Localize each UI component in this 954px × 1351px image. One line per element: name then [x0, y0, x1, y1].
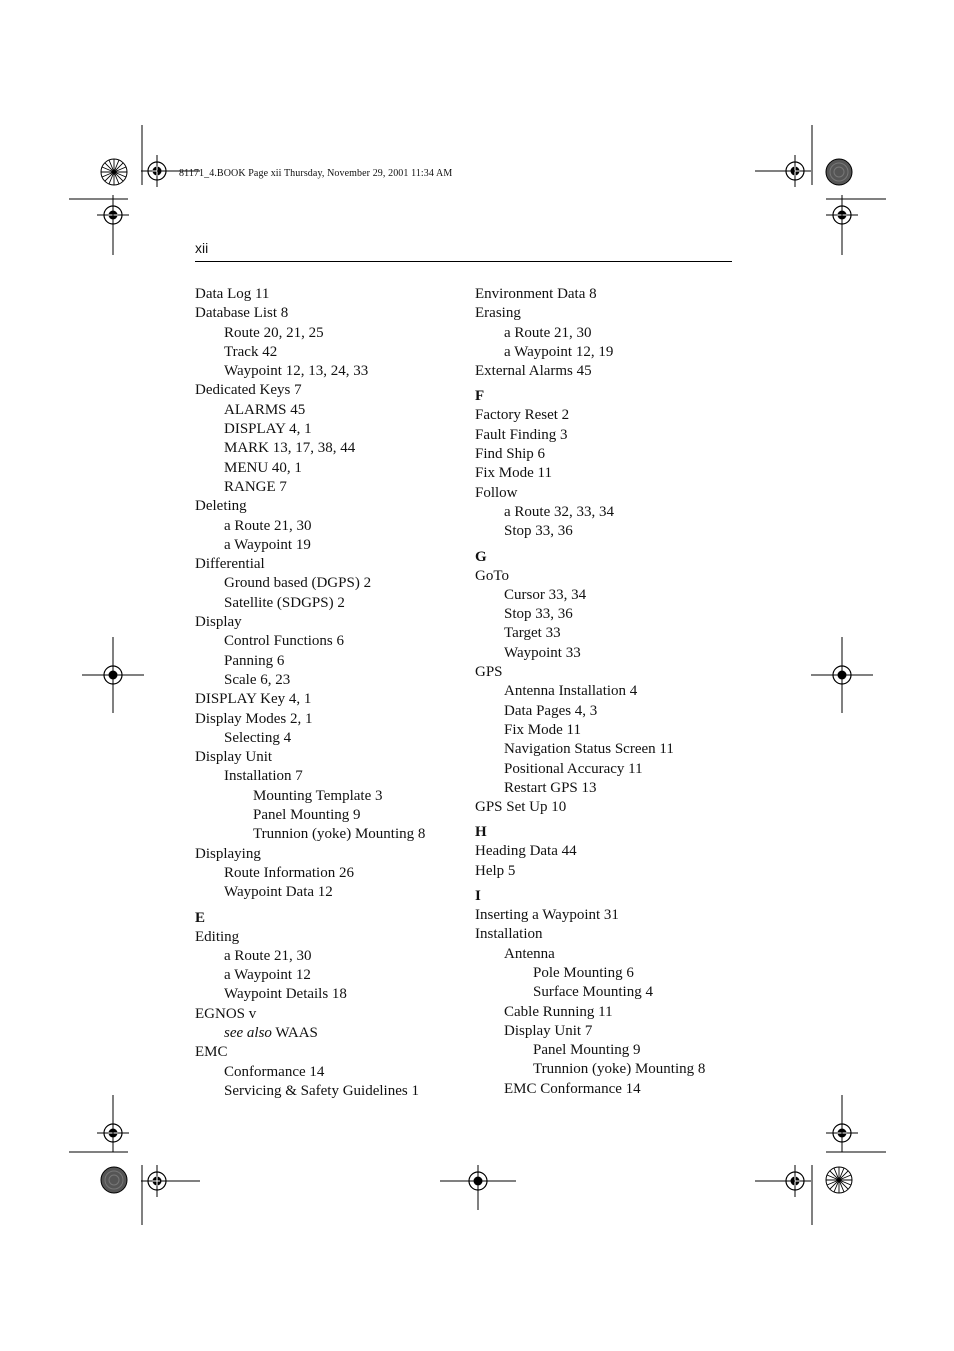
index-entry: Factory Reset 2	[475, 407, 570, 424]
index-column-right	[475, 285, 705, 1099]
index-entry: Deleting	[195, 498, 247, 515]
index-entry: Inserting a Waypoint 31	[475, 907, 619, 924]
index-subentry: Surface Mounting 4	[533, 984, 653, 1001]
index-subentry: Pole Mounting 6	[533, 964, 634, 981]
index-subentry: a Route 21, 30	[504, 324, 592, 341]
index-entry: Differential	[195, 556, 265, 573]
index-subentry: Display Unit 7	[504, 1022, 593, 1039]
index-subentry: Panel Mounting 9	[533, 1042, 641, 1059]
index-subentry: EMC Conformance 14	[504, 1080, 641, 1097]
index-subentry: Control Functions 6	[224, 633, 345, 650]
index-subentry: a Waypoint 12	[224, 967, 311, 984]
index-entry: GoTo	[475, 567, 509, 584]
index-subentry: Track 42	[224, 343, 278, 360]
index-subentry: Trunnion (yoke) Mounting 8	[533, 1061, 706, 1078]
index-entry: DISPLAY Key 4, 1	[195, 691, 312, 708]
index-subentry: DISPLAY 4, 1	[224, 421, 312, 438]
index-subentry: Route Information 26	[224, 864, 354, 881]
index-entry: Heading Data 44	[475, 843, 577, 860]
index-section-letter: E	[195, 909, 206, 926]
index-subentry: a Waypoint 19	[224, 536, 311, 553]
index-entry: Find Ship 6	[475, 446, 546, 463]
index-entry: Fix Mode 11	[475, 465, 552, 482]
index-entry: EGNOS v	[195, 1005, 257, 1022]
index-subentry: ALARMS 45	[224, 401, 306, 418]
index-entry: Display Modes 2, 1	[195, 710, 313, 727]
index-subentry: RANGE 7	[224, 478, 287, 495]
index-subentry: Antenna Installation 4	[504, 683, 638, 700]
index-subentry: Stop 33, 36	[504, 606, 573, 623]
index-subentry: Waypoint 12, 13, 24, 33	[224, 363, 369, 380]
index-subentry: Cable Running 11	[504, 1003, 613, 1020]
index-subentry: Data Pages 4, 3	[504, 702, 598, 719]
index-subentry: Scale 6, 23	[224, 671, 291, 688]
index-subentry: a Route 32, 33, 34	[504, 503, 614, 520]
index-subentry: Conformance 14	[224, 1063, 325, 1080]
header-rule	[195, 261, 732, 262]
index-subentry: MENU 40, 1	[224, 459, 302, 476]
index-entry: Database List 8	[195, 305, 289, 322]
index-subentry: Mounting Template 3	[253, 787, 383, 804]
index-entry: Dedicated Keys 7	[195, 382, 302, 399]
index-subentry: Satellite (SDGPS) 2	[224, 594, 345, 611]
cross-reference-label: see also	[224, 1024, 272, 1041]
index-subentry: a Route 21, 30	[224, 517, 312, 534]
index-section-letter: F	[475, 388, 485, 405]
index-entry: Environment Data 8	[475, 286, 597, 302]
index-subentry: Panel Mounting 9	[253, 807, 361, 824]
dark-target-top-right	[826, 159, 852, 185]
dark-target-bottom-left	[101, 1167, 127, 1193]
index-subentry: a Route 21, 30	[224, 947, 312, 964]
index-entry: Displaying	[195, 845, 261, 862]
index-section-letter: H	[475, 824, 487, 841]
index-entry: EMC	[195, 1044, 228, 1061]
index-subentry: Waypoint 33	[504, 644, 581, 661]
index-subentry: Waypoint Data 12	[224, 884, 333, 901]
index-entry: Help 5	[475, 862, 516, 879]
index-subentry: Navigation Status Screen 11	[504, 741, 674, 758]
index-entry: GPS Set Up 10	[475, 799, 567, 816]
index-subentry: Route 20, 21, 25	[224, 324, 324, 341]
index-subentry	[195, 1024, 425, 1043]
index-entry: External Alarms 45	[475, 363, 592, 380]
index-entry: Display	[195, 614, 242, 631]
index-subentry: Trunnion (yoke) Mounting 8	[253, 826, 426, 843]
index-section-letter: I	[475, 888, 481, 905]
index-subentry: Fix Mode 11	[504, 721, 581, 738]
star-target-top-left	[101, 159, 127, 185]
index-subentry: MARK 13, 17, 38, 44	[224, 440, 356, 457]
page-number: xii	[195, 240, 209, 256]
index-entry: Installation	[475, 926, 543, 943]
print-slug: 81171_4.BOOK Page xii Thursday, November 29, 2001 11:34 AM	[179, 168, 453, 179]
index-subentry: Antenna	[504, 945, 555, 962]
index-entry: Display Unit	[195, 749, 273, 766]
index-subentry: Panning 6	[224, 652, 285, 669]
index-subentry: Cursor 33, 34	[504, 586, 587, 603]
index-entry: GPS	[475, 664, 503, 681]
index-subentry: Stop 33, 36	[504, 523, 573, 540]
index-subentry: Target 33	[504, 625, 561, 642]
index-subentry: a Waypoint 12, 19	[504, 343, 614, 360]
index-entry: Data Log 11	[195, 286, 270, 302]
index-subentry: Ground based (DGPS) 2	[224, 575, 372, 592]
cross-reference-target: WAAS	[271, 1024, 318, 1041]
index-column-left	[195, 285, 425, 1101]
star-target-bottom-right	[826, 1167, 852, 1193]
index-section-letter: G	[475, 548, 487, 565]
index-subentry: Installation 7	[224, 768, 303, 785]
index-subentry: Servicing & Safety Guidelines 1	[224, 1082, 419, 1099]
index-subentry: Waypoint Details 18	[224, 986, 347, 1003]
index-subentry: Positional Accuracy 11	[504, 760, 643, 777]
index-subentry: Restart GPS 13	[504, 779, 597, 796]
index-entry: Follow	[475, 484, 518, 501]
index-subentry: Selecting 4	[224, 729, 292, 746]
index-entry: Editing	[195, 928, 240, 945]
index-entry: Fault Finding 3	[475, 426, 568, 443]
index-entry: Erasing	[475, 305, 521, 322]
